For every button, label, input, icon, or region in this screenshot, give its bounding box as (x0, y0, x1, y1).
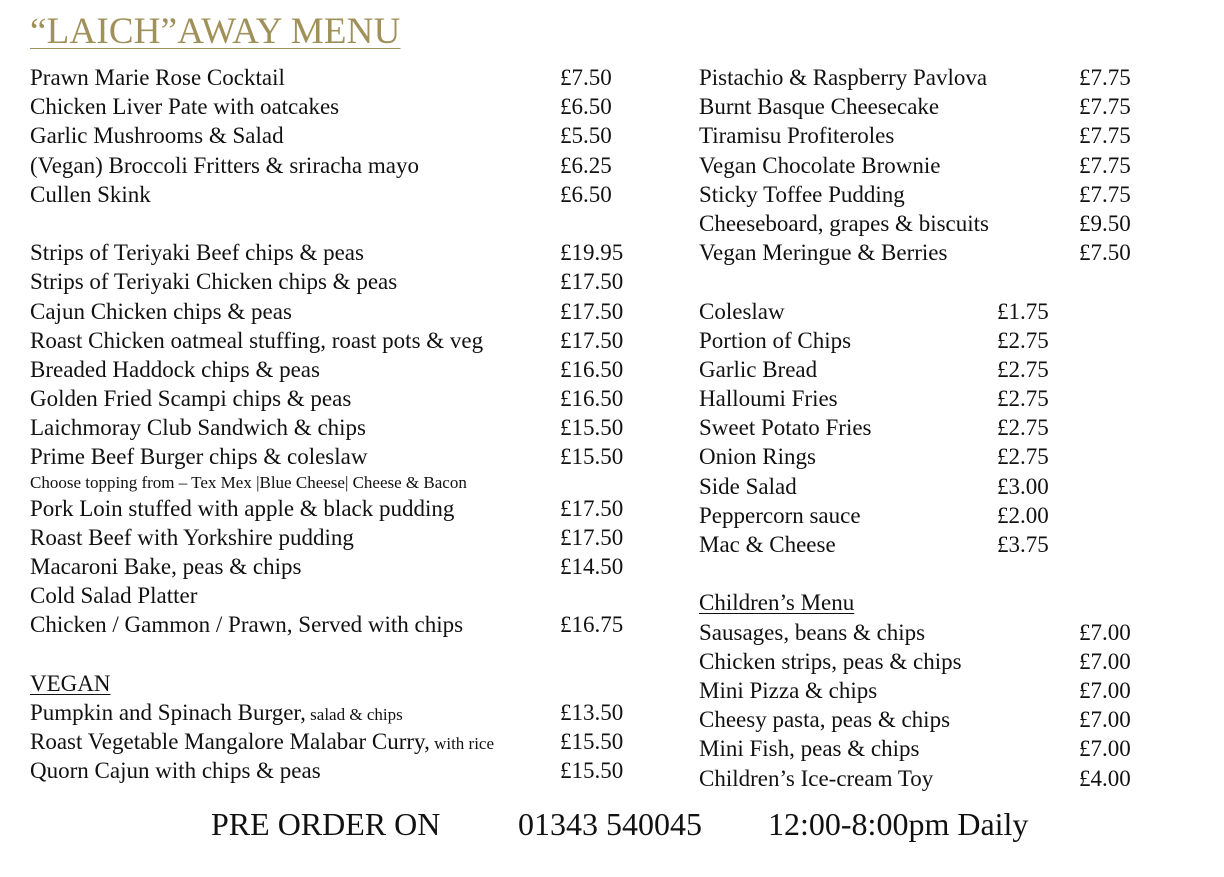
item-price: £6.25 (560, 152, 612, 178)
item-name (30, 727, 494, 758)
item-price: £6.50 (560, 181, 612, 207)
menu-row (699, 472, 1159, 501)
childrens-heading: Children’s Menu (699, 590, 855, 616)
item-price: £3.75 (997, 532, 1049, 557)
item-price: £15.50 (560, 444, 624, 470)
childrens-section (699, 588, 1159, 792)
item-price: £7.00 (1079, 736, 1131, 762)
item-name: Sticky Toffee Pudding (699, 181, 905, 207)
item-price: £7.75 (1079, 152, 1131, 178)
item-price: £19.95 (560, 240, 624, 266)
item-name: Children’s Ice-cream Toy (699, 765, 934, 791)
item-price: £7.75 (1079, 65, 1131, 90)
item-name (30, 698, 403, 729)
item-price: £7.75 (1079, 123, 1131, 149)
menu-row (30, 151, 650, 180)
menu-row (30, 413, 650, 442)
menu-row (699, 209, 1159, 238)
item-price: £5.50 (560, 123, 612, 149)
menu-row (699, 326, 1159, 355)
menu-row (30, 355, 650, 384)
spacer (699, 559, 1159, 588)
menu-row (30, 384, 650, 413)
item-price: £2.00 (997, 502, 1049, 528)
menu-row (699, 676, 1159, 705)
opening-hours: 12:00-8:00pm Daily (768, 806, 1029, 842)
menu-row (699, 297, 1159, 326)
item-price: £6.50 (560, 94, 612, 120)
vegan-section (30, 669, 650, 786)
item-name: Chicken / Gammon / Prawn, Served with chips (30, 612, 464, 638)
item-name: Vegan Chocolate Brownie (699, 152, 941, 178)
spacer (30, 209, 650, 238)
menu-row (699, 121, 1159, 150)
item-name: Onion Rings (699, 444, 816, 470)
menu-row (699, 180, 1159, 209)
menu-row (30, 581, 650, 610)
item-price: £3.00 (997, 473, 1049, 499)
item-name: Garlic Bread (699, 356, 818, 382)
item-name: Mini Pizza & chips (699, 677, 878, 703)
item-name-main: Roast Vegetable Mangalore Malabar Curry, (30, 729, 430, 755)
item-price: £13.50 (560, 699, 624, 725)
item-name-extra: salad & chips (305, 704, 403, 724)
menu-row (699, 413, 1159, 442)
item-name: Halloumi Fries (699, 386, 838, 412)
item-price: £17.50 (560, 327, 624, 353)
item-price: £2.75 (997, 356, 1049, 382)
item-name: Portion of Chips (699, 327, 852, 353)
item-price: £17.50 (560, 269, 624, 295)
menu-row (699, 442, 1159, 471)
menu-row (699, 238, 1159, 267)
item-price: £9.50 (1079, 210, 1131, 236)
right-column (699, 63, 1159, 793)
menu-row (699, 647, 1159, 676)
item-name (30, 756, 321, 787)
menu-row (30, 180, 650, 209)
item-price: £7.00 (1079, 648, 1131, 674)
item-name: Cheesy pasta, peas & chips (699, 707, 951, 733)
menu-row (30, 552, 650, 581)
menu-row (30, 92, 650, 121)
menu-row (699, 92, 1159, 121)
item-name: Vegan Meringue & Berries (699, 240, 948, 266)
menu-row (30, 121, 650, 150)
item-name: Burnt Basque Cheesecake (699, 94, 940, 120)
menu-row (699, 501, 1159, 530)
item-price: £14.50 (560, 554, 624, 579)
menu-row (30, 494, 650, 523)
menu-row (30, 523, 650, 552)
menu-row (30, 610, 650, 639)
item-price: £7.50 (560, 65, 612, 90)
menu-row (30, 326, 650, 355)
item-name: Cheeseboard, grapes & biscuits (699, 210, 989, 236)
item-price: £16.50 (560, 386, 624, 412)
item-price: £15.50 (560, 415, 624, 441)
item-name: Mini Fish, peas & chips (699, 736, 920, 762)
item-price: £7.00 (1079, 677, 1131, 703)
menu-row (699, 705, 1159, 734)
item-name-extra: with rice (429, 734, 495, 754)
menu-row (699, 530, 1159, 559)
item-price: £4.00 (1079, 765, 1131, 791)
item-name: Breaded Haddock chips & peas (30, 356, 320, 382)
item-price: £15.50 (560, 758, 624, 784)
item-name: Cold Salad Platter (30, 583, 198, 609)
item-name: Roast Chicken oatmeal stuffing, roast pots & veg (30, 327, 484, 353)
item-price: £16.75 (560, 612, 624, 638)
menu-title: “LAICH”AWAY MENU (30, 11, 401, 52)
item-price: £1.75 (997, 298, 1049, 324)
spacer (699, 267, 1159, 296)
item-name: Laichmoray Club Sandwich & chips (30, 415, 366, 441)
item-name: Pistachio & Raspberry Pavlova (699, 65, 988, 90)
starters-list (30, 63, 650, 209)
burger-topping-note: Choose topping from – Tex Mex |Blue Cheese| Cheese & Bacon (30, 472, 467, 492)
phone-number: 01343 540045 (518, 806, 702, 842)
item-price: £7.75 (1079, 94, 1131, 120)
item-name: Prime Beef Burger chips & coleslaw (30, 444, 368, 470)
menu-row (699, 151, 1159, 180)
item-name: Roast Beef with Yorkshire pudding (30, 524, 354, 550)
item-name: Coleslaw (699, 298, 785, 324)
menu-row (30, 297, 650, 326)
item-name: Cullen Skink (30, 181, 151, 207)
item-price: £2.75 (997, 386, 1049, 412)
item-name: Chicken strips, peas & chips (699, 648, 962, 674)
menu-row (30, 756, 650, 785)
vegan-heading: VEGAN (30, 670, 111, 696)
item-name: Strips of Teriyaki Chicken chips & peas (30, 269, 398, 295)
item-price: £2.75 (997, 327, 1049, 353)
sides-list (699, 297, 1159, 560)
menu-row (30, 727, 650, 756)
item-price: £17.50 (560, 524, 624, 550)
menu-row (30, 698, 650, 727)
menu-row (699, 63, 1159, 92)
item-name: Tiramisu Profiteroles (699, 123, 895, 149)
item-name: Chicken Liver Pate with oatcakes (30, 94, 340, 120)
item-price: £16.50 (560, 356, 624, 382)
item-name: Side Salad (699, 473, 797, 499)
item-price: £17.50 (560, 495, 624, 521)
menu-row (30, 63, 650, 92)
mains-list (30, 238, 650, 639)
item-name: Prawn Marie Rose Cocktail (30, 65, 285, 90)
item-price: £7.50 (1079, 240, 1131, 266)
menu-row (30, 442, 650, 471)
item-price: £7.75 (1079, 181, 1131, 207)
menu-row (699, 618, 1159, 647)
item-name: Mac & Cheese (699, 532, 836, 557)
left-column (30, 63, 650, 786)
item-name: Cajun Chicken chips & peas (30, 298, 292, 324)
item-name-main: Quorn Cajun with chips & peas (30, 758, 321, 784)
item-name: Macaroni Bake, peas & chips (30, 554, 302, 579)
item-price: £15.50 (560, 729, 624, 755)
item-name: Peppercorn sauce (699, 502, 861, 528)
item-name: (Vegan) Broccoli Fritters & sriracha mayo (30, 152, 419, 178)
item-price: £7.00 (1079, 619, 1131, 645)
menu-row (699, 734, 1159, 763)
item-name-main: Pumpkin and Spinach Burger, (30, 699, 306, 725)
menu-row (30, 267, 650, 296)
item-name: Strips of Teriyaki Beef chips & peas (30, 240, 364, 266)
menu-row (699, 384, 1159, 413)
menu-row (699, 764, 1159, 793)
item-name: Garlic Mushrooms & Salad (30, 123, 284, 149)
item-name: Golden Fried Scampi chips & peas (30, 386, 352, 412)
menu-row (699, 355, 1159, 384)
item-price: £7.00 (1079, 707, 1131, 733)
item-price: £17.50 (560, 298, 624, 324)
preorder-label: PRE ORDER ON (211, 806, 441, 842)
item-name: Sweet Potato Fries (699, 415, 872, 441)
spacer (30, 640, 650, 669)
desserts-list (699, 63, 1159, 267)
footer (0, 806, 1224, 850)
item-price: £2.75 (997, 415, 1049, 441)
item-name: Pork Loin stuffed with apple & black pudding (30, 495, 455, 521)
item-price: £2.75 (997, 444, 1049, 470)
item-name: Sausages, beans & chips (699, 619, 926, 645)
menu-row (30, 238, 650, 267)
